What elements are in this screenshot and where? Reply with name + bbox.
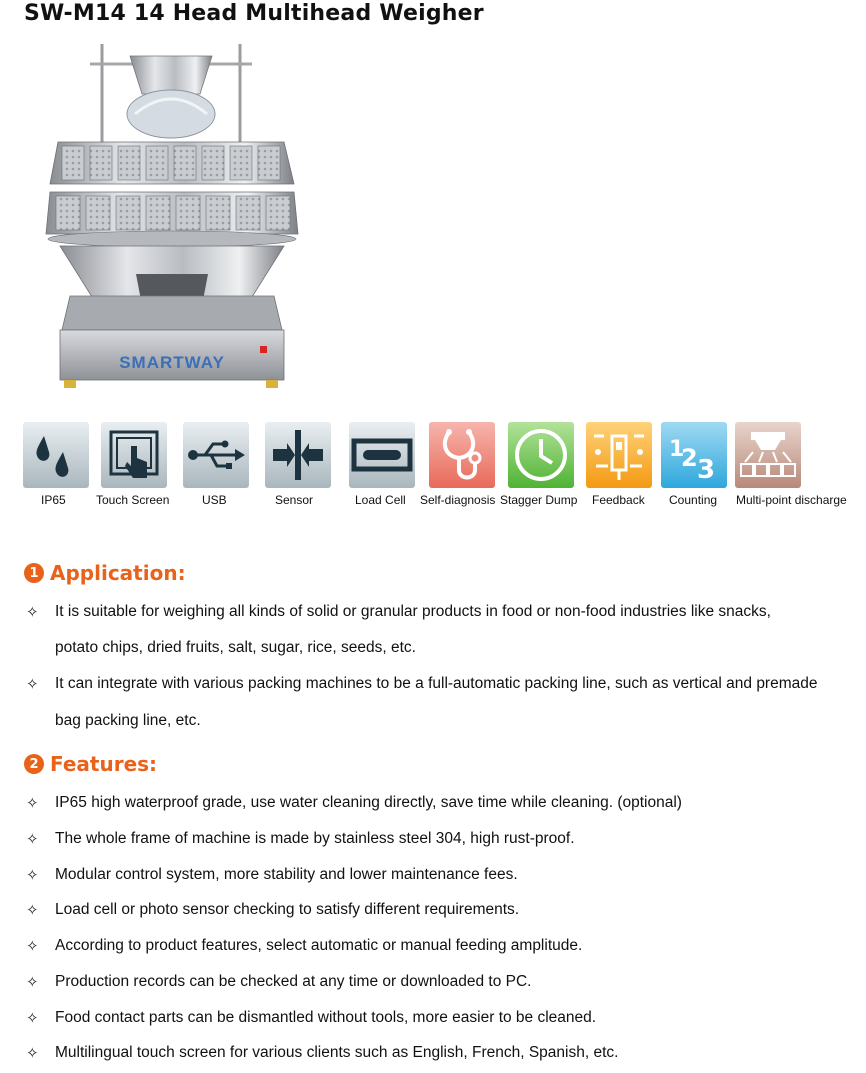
feature-item: Load cell or photo sensor checking to satisfy different requirements. bbox=[55, 901, 520, 918]
page-title: SW-M14 14 Head Multihead Weigher bbox=[24, 1, 484, 26]
bullet-icon: ✧ bbox=[26, 676, 39, 693]
feature-label: Sensor bbox=[275, 493, 314, 507]
application-line: It is suitable for weighing all kinds of solid or granular products in food or non-food industries like snacks, bbox=[55, 603, 771, 620]
bullet-icon: ✧ bbox=[26, 831, 39, 848]
feature-item: Food contact parts can be dismantled without tools, more easier to be cleaned. bbox=[55, 1009, 597, 1026]
svg-text:1: 1 bbox=[669, 437, 685, 462]
feature-item: Production records can be checked at any time or downloaded to PC. bbox=[55, 973, 532, 990]
machine-brand-logo: SMARTWAY bbox=[119, 353, 225, 372]
load-cell-icon bbox=[349, 422, 415, 488]
application-line: bag packing line, etc. bbox=[55, 712, 201, 729]
section-number-badge: 1 bbox=[24, 563, 44, 583]
sensor-icon bbox=[265, 422, 331, 488]
feature-label: Self-diagnosis bbox=[420, 493, 496, 507]
feature-item: Modular control system, more stability and lower maintenance fees. bbox=[55, 866, 518, 883]
feature-label: Counting bbox=[669, 493, 718, 507]
application-line: It can integrate with various packing machines to be a full-automatic packing line, such as vertical and premade bbox=[55, 675, 818, 692]
feature-label: IP65 bbox=[41, 493, 66, 507]
stagger-dump-icon bbox=[508, 422, 574, 488]
feature-item: IP65 high waterproof grade, use water cleaning directly, save time while cleaning. (optional) bbox=[55, 794, 682, 811]
bullet-icon: ✧ bbox=[26, 1045, 39, 1062]
multi-point-discharge-icon bbox=[735, 422, 801, 488]
section-title: Application: bbox=[50, 561, 186, 585]
self-diagnosis-icon bbox=[429, 422, 495, 488]
feature-item: The whole frame of machine is made by stainless steel 304, high rust-proof. bbox=[55, 830, 575, 847]
feedback-icon bbox=[586, 422, 652, 488]
feature-label: Multi-point discharge bbox=[736, 493, 847, 507]
feature-item: According to product features, select automatic or manual feeding amplitude. bbox=[55, 937, 583, 954]
svg-text:3: 3 bbox=[697, 455, 716, 485]
bullet-icon: ✧ bbox=[26, 867, 39, 884]
bullet-icon: ✧ bbox=[26, 938, 39, 955]
usb-icon bbox=[183, 422, 249, 488]
feature-label: Touch Screen bbox=[96, 493, 170, 507]
bullet-icon: ✧ bbox=[26, 795, 39, 812]
bullet-icon: ✧ bbox=[26, 604, 39, 621]
bullet-icon: ✧ bbox=[26, 902, 39, 919]
ip65-icon bbox=[23, 422, 89, 488]
features-heading bbox=[24, 752, 157, 776]
feature-label: USB bbox=[202, 493, 227, 507]
counting-icon bbox=[661, 422, 727, 488]
bullet-icon: ✧ bbox=[26, 974, 39, 991]
feature-label: Load Cell bbox=[355, 493, 406, 507]
feature-icon-strip bbox=[0, 420, 866, 510]
application-line: potato chips, dried fruits, salt, sugar, rice, seeds, etc. bbox=[55, 639, 416, 656]
application-heading bbox=[24, 561, 186, 585]
feature-item: Multilingual touch screen for various clients such as English, French, Spanish, etc. bbox=[55, 1044, 619, 1061]
section-number-badge: 2 bbox=[24, 754, 44, 774]
bullet-icon: ✧ bbox=[26, 1010, 39, 1027]
svg-text:2: 2 bbox=[681, 444, 698, 472]
feature-label: Feedback bbox=[592, 493, 645, 507]
touch-screen-icon bbox=[101, 422, 167, 488]
feature-label: Stagger Dump bbox=[500, 493, 578, 507]
multihead-weigher-image bbox=[40, 34, 310, 394]
section-title: Features: bbox=[50, 752, 158, 776]
